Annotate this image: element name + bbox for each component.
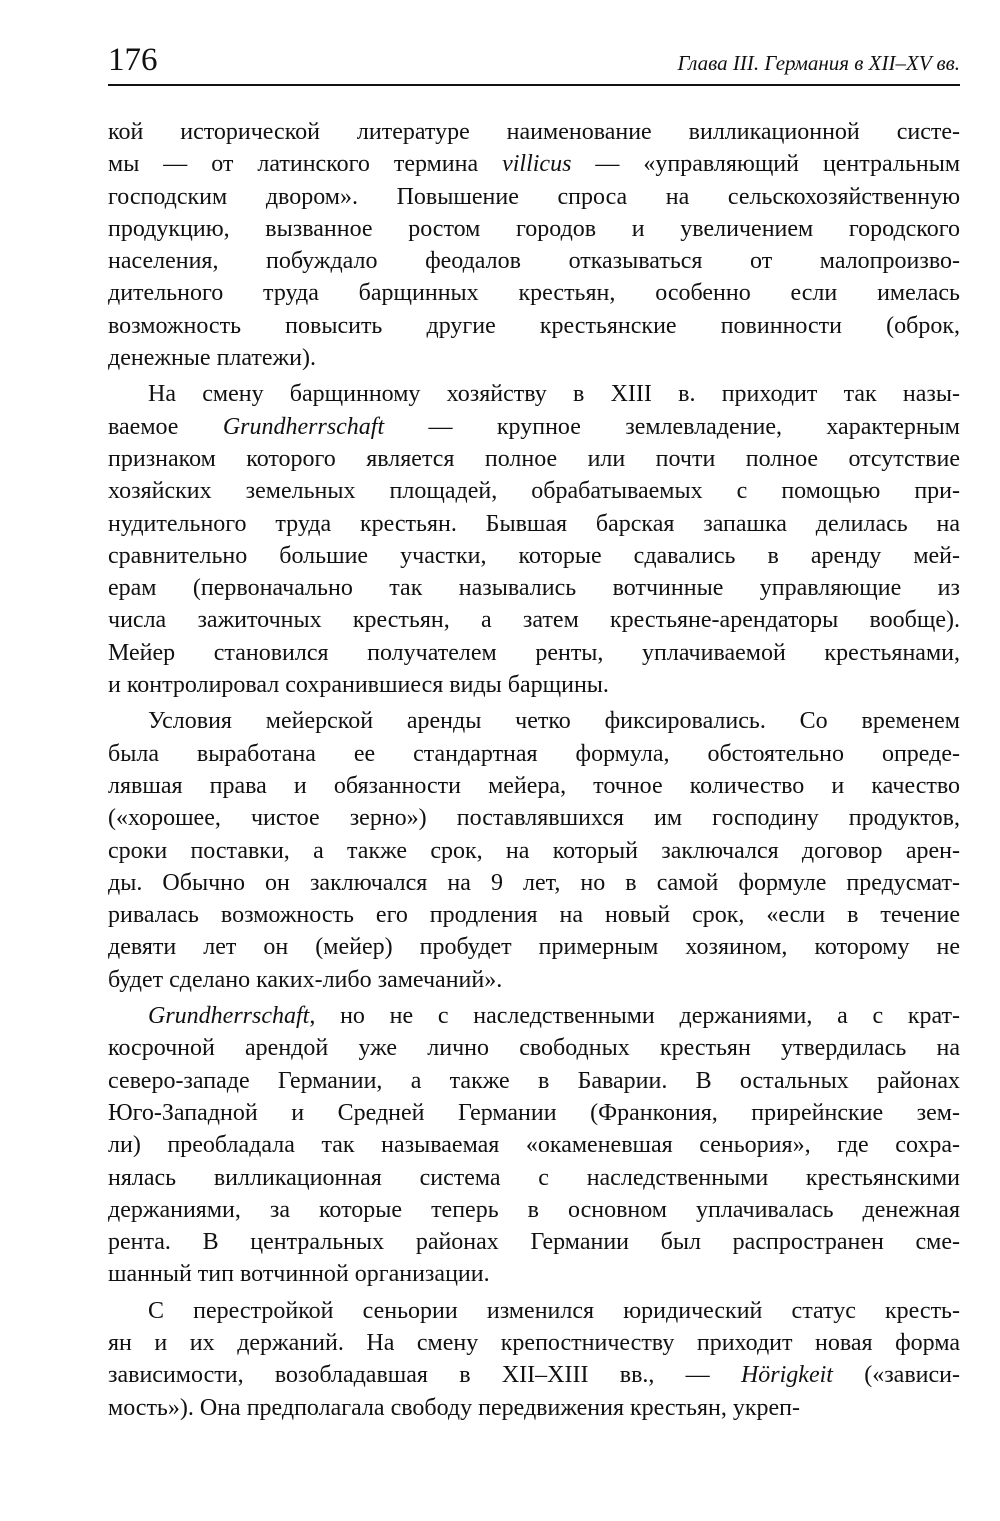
page-number: 176: [108, 42, 158, 78]
text-run: Мейер становился получателем ренты, уплачиваемой крестьянами,: [108, 639, 960, 666]
text-line: [108, 213, 960, 245]
text-run: Юго-Западной и Средней Германии (Франкония, прирейнские зем-: [108, 1099, 960, 1126]
text-line: [108, 770, 960, 802]
body-text: [108, 116, 960, 1424]
text-line: [108, 1392, 960, 1424]
text-run: и контролировал сохранившиеся виды барщины.: [108, 672, 609, 699]
text-run: будет сделано каких-либо замечаний».: [108, 966, 503, 993]
text-line: [108, 604, 960, 636]
text-line: [108, 245, 960, 277]
paragraph-p5: [108, 1295, 960, 1424]
text-line: [108, 964, 960, 996]
text-line: [108, 1162, 960, 1194]
header-rule: [108, 84, 960, 86]
text-run: сравнительно большие участки, которые сдавались в аренду мей-: [108, 542, 960, 569]
text-run: мость»). Она предполагала свободу передвижения крестьян, укреп-: [108, 1394, 801, 1421]
italic-term: Grundherrschaft: [148, 1003, 310, 1030]
text-run: нялась вилликационная система с наследственными крестьянскими: [108, 1164, 960, 1191]
text-run: Условия мейерской аренды четко фиксировались. Со временем: [148, 708, 960, 735]
text-run: сроки поставки, а также срок, на который заключался договор арен-: [108, 837, 960, 864]
text-line: [108, 411, 960, 443]
text-run: («хорошее, чистое зерно») поставлявшихся им господину продуктов,: [108, 805, 960, 832]
running-head: Глава III. Германия в XII–XV вв.: [677, 51, 960, 75]
text-run: нудительного труда крестьян. Бывшая барская запашка делилась на: [108, 510, 960, 537]
paragraph-p4: [108, 1000, 960, 1291]
text-run: девяти лет он (мейер) пробудет примерным хозяином, которому не: [108, 934, 960, 961]
text-run: была выработана ее стандартная формула, обстоятельно опреде-: [108, 740, 960, 767]
text-run: , но не с наследственными держаниями, а с крат-: [309, 1003, 960, 1030]
text-line: [108, 1295, 960, 1327]
text-line: [108, 705, 960, 737]
text-run: ерам (первоначально так назывались вотчинные управляющие из: [108, 575, 960, 602]
text-run: рента. В центральных районах Германии был распространен сме-: [108, 1229, 960, 1256]
text-line: [108, 508, 960, 540]
text-line: [108, 738, 960, 770]
text-line: [108, 1129, 960, 1161]
text-line: [108, 378, 960, 410]
text-run: косрочной арендой уже лично свободных крестьян утвердилась на: [108, 1035, 960, 1062]
text-line: [108, 835, 960, 867]
text-line: [108, 1327, 960, 1359]
text-run: мы — от латинского термина: [108, 151, 503, 178]
text-run: признаком которого является полное или почти полное отсутствие: [108, 445, 960, 472]
text-line: [108, 1194, 960, 1226]
text-run: — «управляющий центральным: [571, 151, 961, 178]
text-run: зависимости, возобладавшая в XII–XIII вв., —: [108, 1362, 741, 1389]
text-line: [108, 475, 960, 507]
text-run: хозяйских земельных площадей, обрабатываемых с помощью при-: [108, 478, 960, 505]
text-line: [108, 1226, 960, 1258]
text-line: [108, 1097, 960, 1129]
text-run: шанный тип вотчинной организации.: [108, 1261, 490, 1288]
page-header: [108, 40, 960, 84]
text-line: [108, 899, 960, 931]
text-run: денежные платежи).: [108, 345, 316, 372]
text-line: [108, 1258, 960, 1290]
text-run: На смену барщинному хозяйству в XIII в. приходит так назы-: [148, 381, 960, 408]
text-run: ли) преобладала так называемая «окаменевшая сеньория», где сохра-: [108, 1132, 960, 1159]
text-run: возможность повысить другие крестьянские повинности (оброк,: [108, 312, 960, 339]
text-line: [108, 637, 960, 669]
text-run: ян и их держаний. На смену крепостничеству приходит новая форма: [108, 1329, 960, 1356]
text-line: [108, 572, 960, 604]
paragraph-p2: [108, 378, 960, 701]
text-line: [108, 1065, 960, 1097]
text-run: дительного труда барщинных крестьян, особенно если имелась: [108, 280, 960, 307]
text-run: ривалась возможность его продления на новый срок, «если в течение: [108, 902, 960, 929]
text-run: числа зажиточных крестьян, а затем крестьяне-арендаторы вообще).: [108, 607, 960, 634]
text-line: [108, 181, 960, 213]
text-run: ваемое: [108, 413, 223, 440]
text-line: [108, 1359, 960, 1391]
italic-term: Hörigkeit: [740, 1362, 833, 1389]
text-run: С перестройкой сеньории изменился юридический статус кресть-: [148, 1297, 960, 1324]
text-run: («зависи-: [832, 1362, 960, 1389]
italic-term: villicus: [502, 151, 572, 178]
text-run: населения, побуждало феодалов отказываться от малопроизво-: [108, 248, 960, 275]
paragraph-p3: [108, 705, 960, 996]
text-line: [108, 931, 960, 963]
text-line: [108, 342, 960, 374]
text-line: [108, 277, 960, 309]
text-line: [108, 669, 960, 701]
text-run: — крупное землевладение, характерным: [384, 413, 960, 440]
text-run: северо-западе Германии, а также в Баварии. В остальных районах: [108, 1067, 960, 1094]
text-line: [108, 540, 960, 572]
text-run: кой исторической литературе наименование вилликационной систе-: [108, 119, 960, 145]
text-line: [108, 1000, 960, 1032]
text-line: [108, 867, 960, 899]
text-run: держаниями, за которые теперь в основном уплачивалась денежная: [108, 1196, 960, 1223]
text-run: лявшая права и обязанности мейера, точное количество и качество: [108, 772, 960, 799]
text-line: [108, 802, 960, 834]
text-run: ды. Обычно он заключался на 9 лет, но в самой формуле предусмат-: [108, 869, 960, 896]
text-line: [108, 1032, 960, 1064]
text-line: [108, 116, 960, 148]
text-line: [108, 443, 960, 475]
italic-term: Grundherrschaft: [222, 413, 385, 440]
text-line: [108, 310, 960, 342]
text-line: [108, 148, 960, 180]
text-run: продукцию, вызванное ростом городов и увеличением городского: [108, 215, 960, 242]
text-run: господским двором». Повышение спроса на сельскохозяйственную: [108, 183, 960, 210]
paragraph-p1: [108, 116, 960, 374]
